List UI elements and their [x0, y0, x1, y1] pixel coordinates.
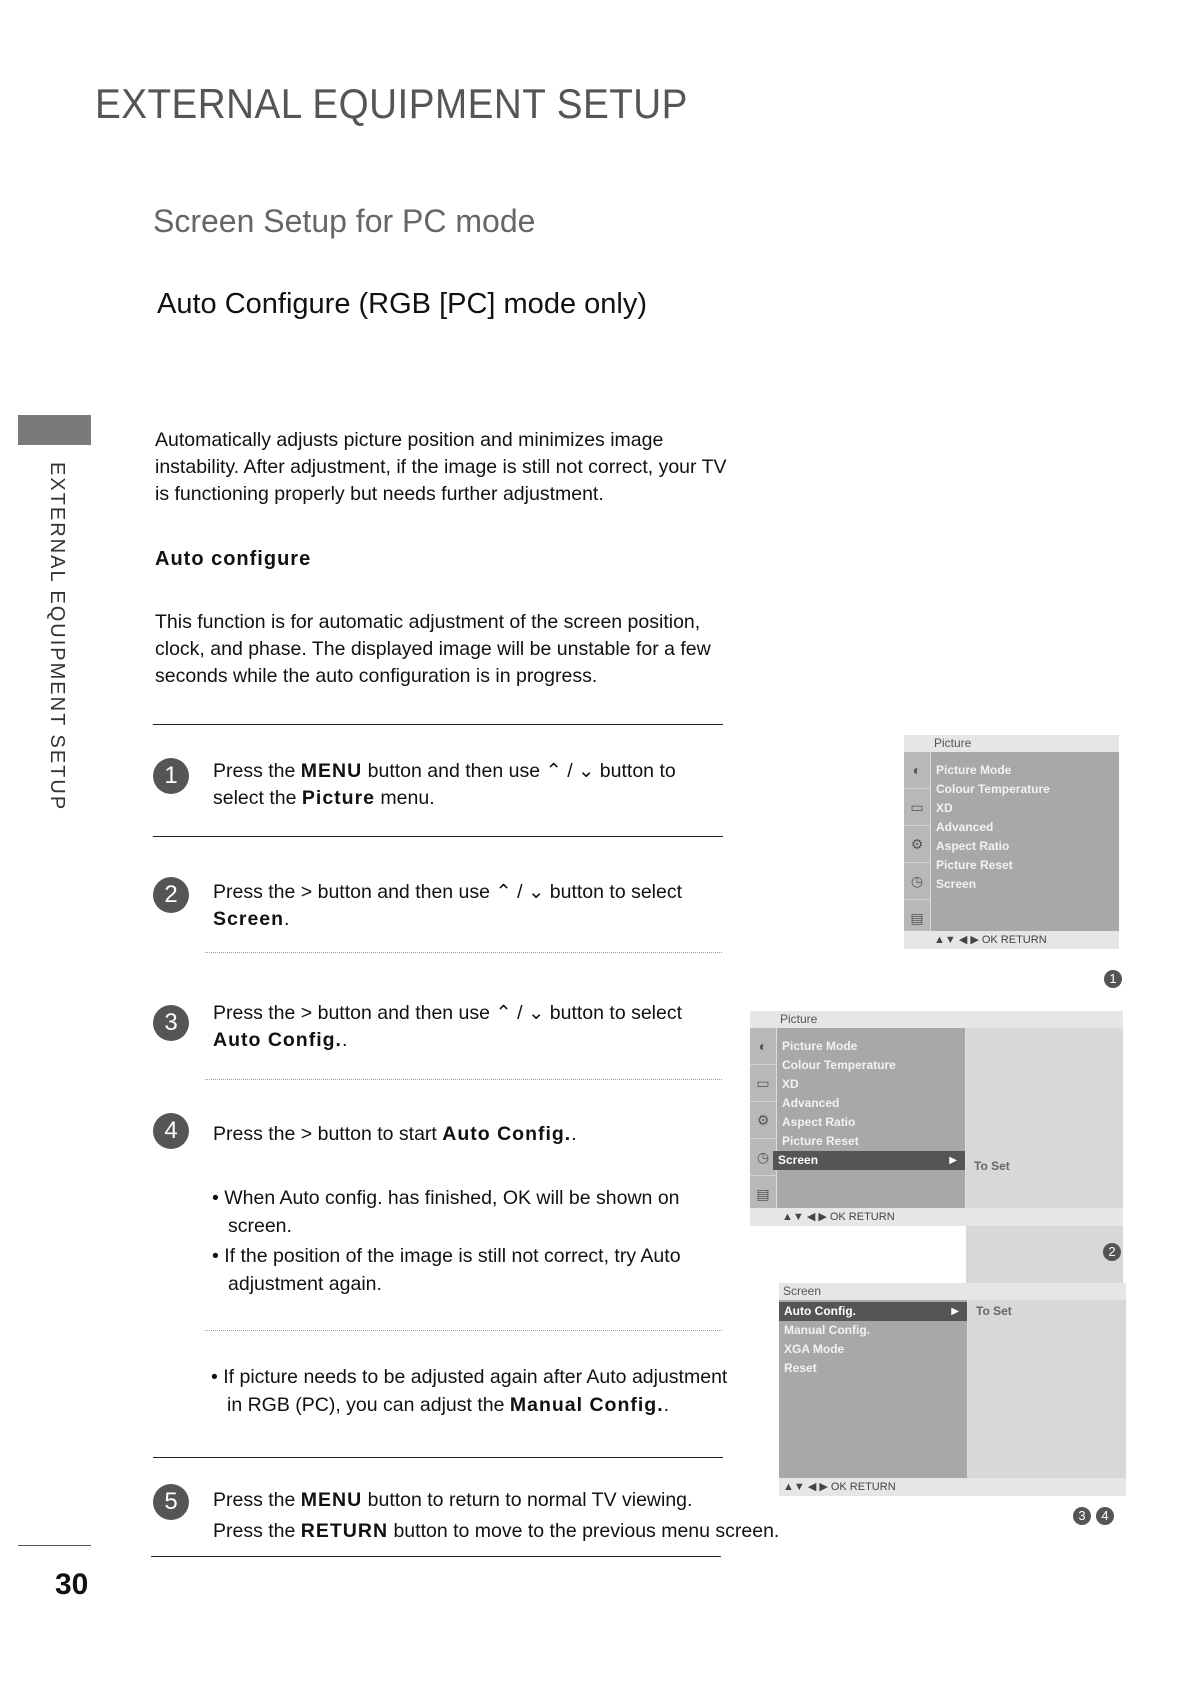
- screen-icon: ▭: [904, 789, 930, 826]
- submenu-arrow-icon: ▶: [951, 1306, 959, 1317]
- osd-menu-item[interactable]: Colour Temperature: [782, 1058, 896, 1072]
- osd-submenu-panel: [968, 1300, 1126, 1480]
- section-title: Screen Setup for PC mode: [153, 203, 536, 239]
- step-4-text: Press the > button to start Auto Config..: [213, 1123, 577, 1145]
- osd-hint: To Set: [974, 1159, 1010, 1173]
- submenu-arrow-icon: ▶: [949, 1155, 957, 1166]
- side-tab-marker: [18, 415, 91, 445]
- figure-number: 4: [1096, 1507, 1114, 1525]
- step-number: 5: [153, 1484, 189, 1520]
- intro-paragraph: Automatically adjusts picture position and minimizes image instability. After adjustment, if the image is still not correct, your TV is functioning properly but needs further adjustment.: [155, 429, 727, 505]
- picture-icon: ◐: [904, 752, 930, 789]
- note-item: • When Auto config. has finished, OK will be shown on screen.: [212, 1187, 680, 1237]
- step-1-text: Press the MENU button and then use ⌃ / ⌄ button to select the Picture menu.: [213, 760, 676, 809]
- figure-number: 2: [1103, 1243, 1121, 1261]
- page-title: EXTERNAL EQUIPMENT SETUP: [95, 80, 688, 127]
- picture-icon: ◐: [750, 1028, 776, 1065]
- screen-icon: ▭: [750, 1065, 776, 1102]
- osd-picture-menu: [904, 735, 1119, 949]
- osd-screen-menu: [779, 1283, 1126, 1496]
- osd-menu-item[interactable]: Aspect Ratio: [936, 839, 1010, 853]
- lock-icon: ▤: [904, 900, 930, 937]
- osd-menu-item[interactable]: Picture Reset: [782, 1134, 859, 1148]
- osd-icon-column: [750, 1028, 776, 1208]
- up-down-icon: ⌃ / ⌄: [495, 881, 545, 903]
- side-label: EXTERNAL EQUIPMENT SETUP: [46, 462, 68, 812]
- osd-header: Picture: [750, 1011, 1123, 1028]
- osd-menu-item[interactable]: Manual Config.: [784, 1323, 870, 1337]
- step-5-text: Press the MENU button to return to normal TV viewing. Press the RETURN button to move to the previous menu screen.: [213, 1489, 780, 1542]
- osd-footer: ▲▼ ◀ ▶ OK RETURN: [750, 1208, 1123, 1226]
- step-number: 2: [153, 877, 189, 913]
- osd-footer: ▲▼ ◀ ▶ OK RETURN: [904, 931, 1119, 949]
- figure-number: 1: [1104, 970, 1122, 988]
- figure-number: 3: [1073, 1507, 1091, 1525]
- osd-hint: To Set: [976, 1304, 1012, 1318]
- osd-picture-menu-screen-selected: [750, 1011, 1123, 1226]
- osd-menu-item[interactable]: Picture Mode: [782, 1039, 858, 1053]
- osd-header: Picture: [904, 735, 1119, 752]
- osd-menu-item[interactable]: XGA Mode: [784, 1342, 845, 1356]
- right-arrow-icon: >: [300, 1123, 313, 1145]
- right-arrow-icon: >: [300, 881, 313, 903]
- footer-divider: [18, 1545, 91, 1546]
- gear-icon: ⚙: [904, 826, 930, 863]
- clock-icon: ◷: [750, 1139, 776, 1176]
- step-number: 4: [153, 1113, 189, 1149]
- osd-menu-list: [779, 1300, 967, 1480]
- right-arrow-icon: >: [300, 1002, 313, 1024]
- up-down-icon: ⌃ / ⌄: [545, 760, 595, 782]
- note-item: • If the position of the image is still not correct, try Auto adjustment again.: [212, 1245, 681, 1295]
- osd-footer: ▲▼ ◀ ▶ OK RETURN: [779, 1478, 1126, 1496]
- step-3-text: Press the > button and then use ⌃ / ⌄ button to select Auto Config..: [213, 1002, 683, 1051]
- gear-icon: ⚙: [750, 1102, 776, 1139]
- osd-menu-item[interactable]: Advanced: [782, 1096, 840, 1110]
- osd-header: Screen: [779, 1283, 1126, 1300]
- osd-menu-list: [777, 1028, 965, 1217]
- lock-icon: ▤: [750, 1176, 776, 1213]
- osd-menu-item[interactable]: Picture Mode: [936, 763, 1012, 777]
- clock-icon: ◷: [904, 863, 930, 900]
- auto-configure-heading: Auto configure: [155, 548, 312, 570]
- osd-menu-item[interactable]: Screen: [936, 877, 977, 891]
- divider: [153, 1457, 723, 1458]
- step-number: 1: [153, 758, 189, 794]
- osd-menu-item[interactable]: Aspect Ratio: [782, 1115, 856, 1129]
- note-manual-config: • If picture needs to be adjusted again after Auto adjustment in RGB (PC), you can adjust the Manual Config..: [211, 1366, 728, 1416]
- osd-menu-item[interactable]: XD: [936, 801, 953, 815]
- step-number: 3: [153, 1005, 189, 1041]
- divider: [151, 1556, 721, 1557]
- dotted-divider: [205, 952, 722, 953]
- osd-menu-item[interactable]: Picture Reset: [936, 858, 1013, 872]
- divider: [153, 724, 723, 725]
- osd-icon-column: [904, 752, 930, 931]
- step-2-text: Press the > button and then use ⌃ / ⌄ button to select Screen.: [213, 881, 683, 930]
- osd-menu-item[interactable]: Reset: [784, 1361, 817, 1375]
- osd-menu-list: [931, 752, 1119, 940]
- up-down-icon: ⌃ / ⌄: [495, 1002, 545, 1024]
- osd-menu-item-selected[interactable]: Screen ▶: [773, 1151, 965, 1170]
- divider: [153, 836, 723, 837]
- osd-menu-item-selected[interactable]: Auto Config. ▶: [779, 1302, 967, 1321]
- dotted-divider: [205, 1079, 722, 1080]
- osd-menu-item[interactable]: Advanced: [936, 820, 994, 834]
- page-number: 30: [55, 1568, 89, 1601]
- dotted-divider: [205, 1330, 722, 1331]
- auto-configure-body: This function is for automatic adjustment of the screen position, clock, and phase. The displayed image will be unstable for a few seconds while the auto configuration is in progress.: [155, 611, 711, 687]
- subsection-title: Auto Configure (RGB [PC] mode only): [157, 288, 647, 320]
- osd-menu-item[interactable]: Colour Temperature: [936, 782, 1050, 796]
- osd-menu-item[interactable]: XD: [782, 1077, 799, 1091]
